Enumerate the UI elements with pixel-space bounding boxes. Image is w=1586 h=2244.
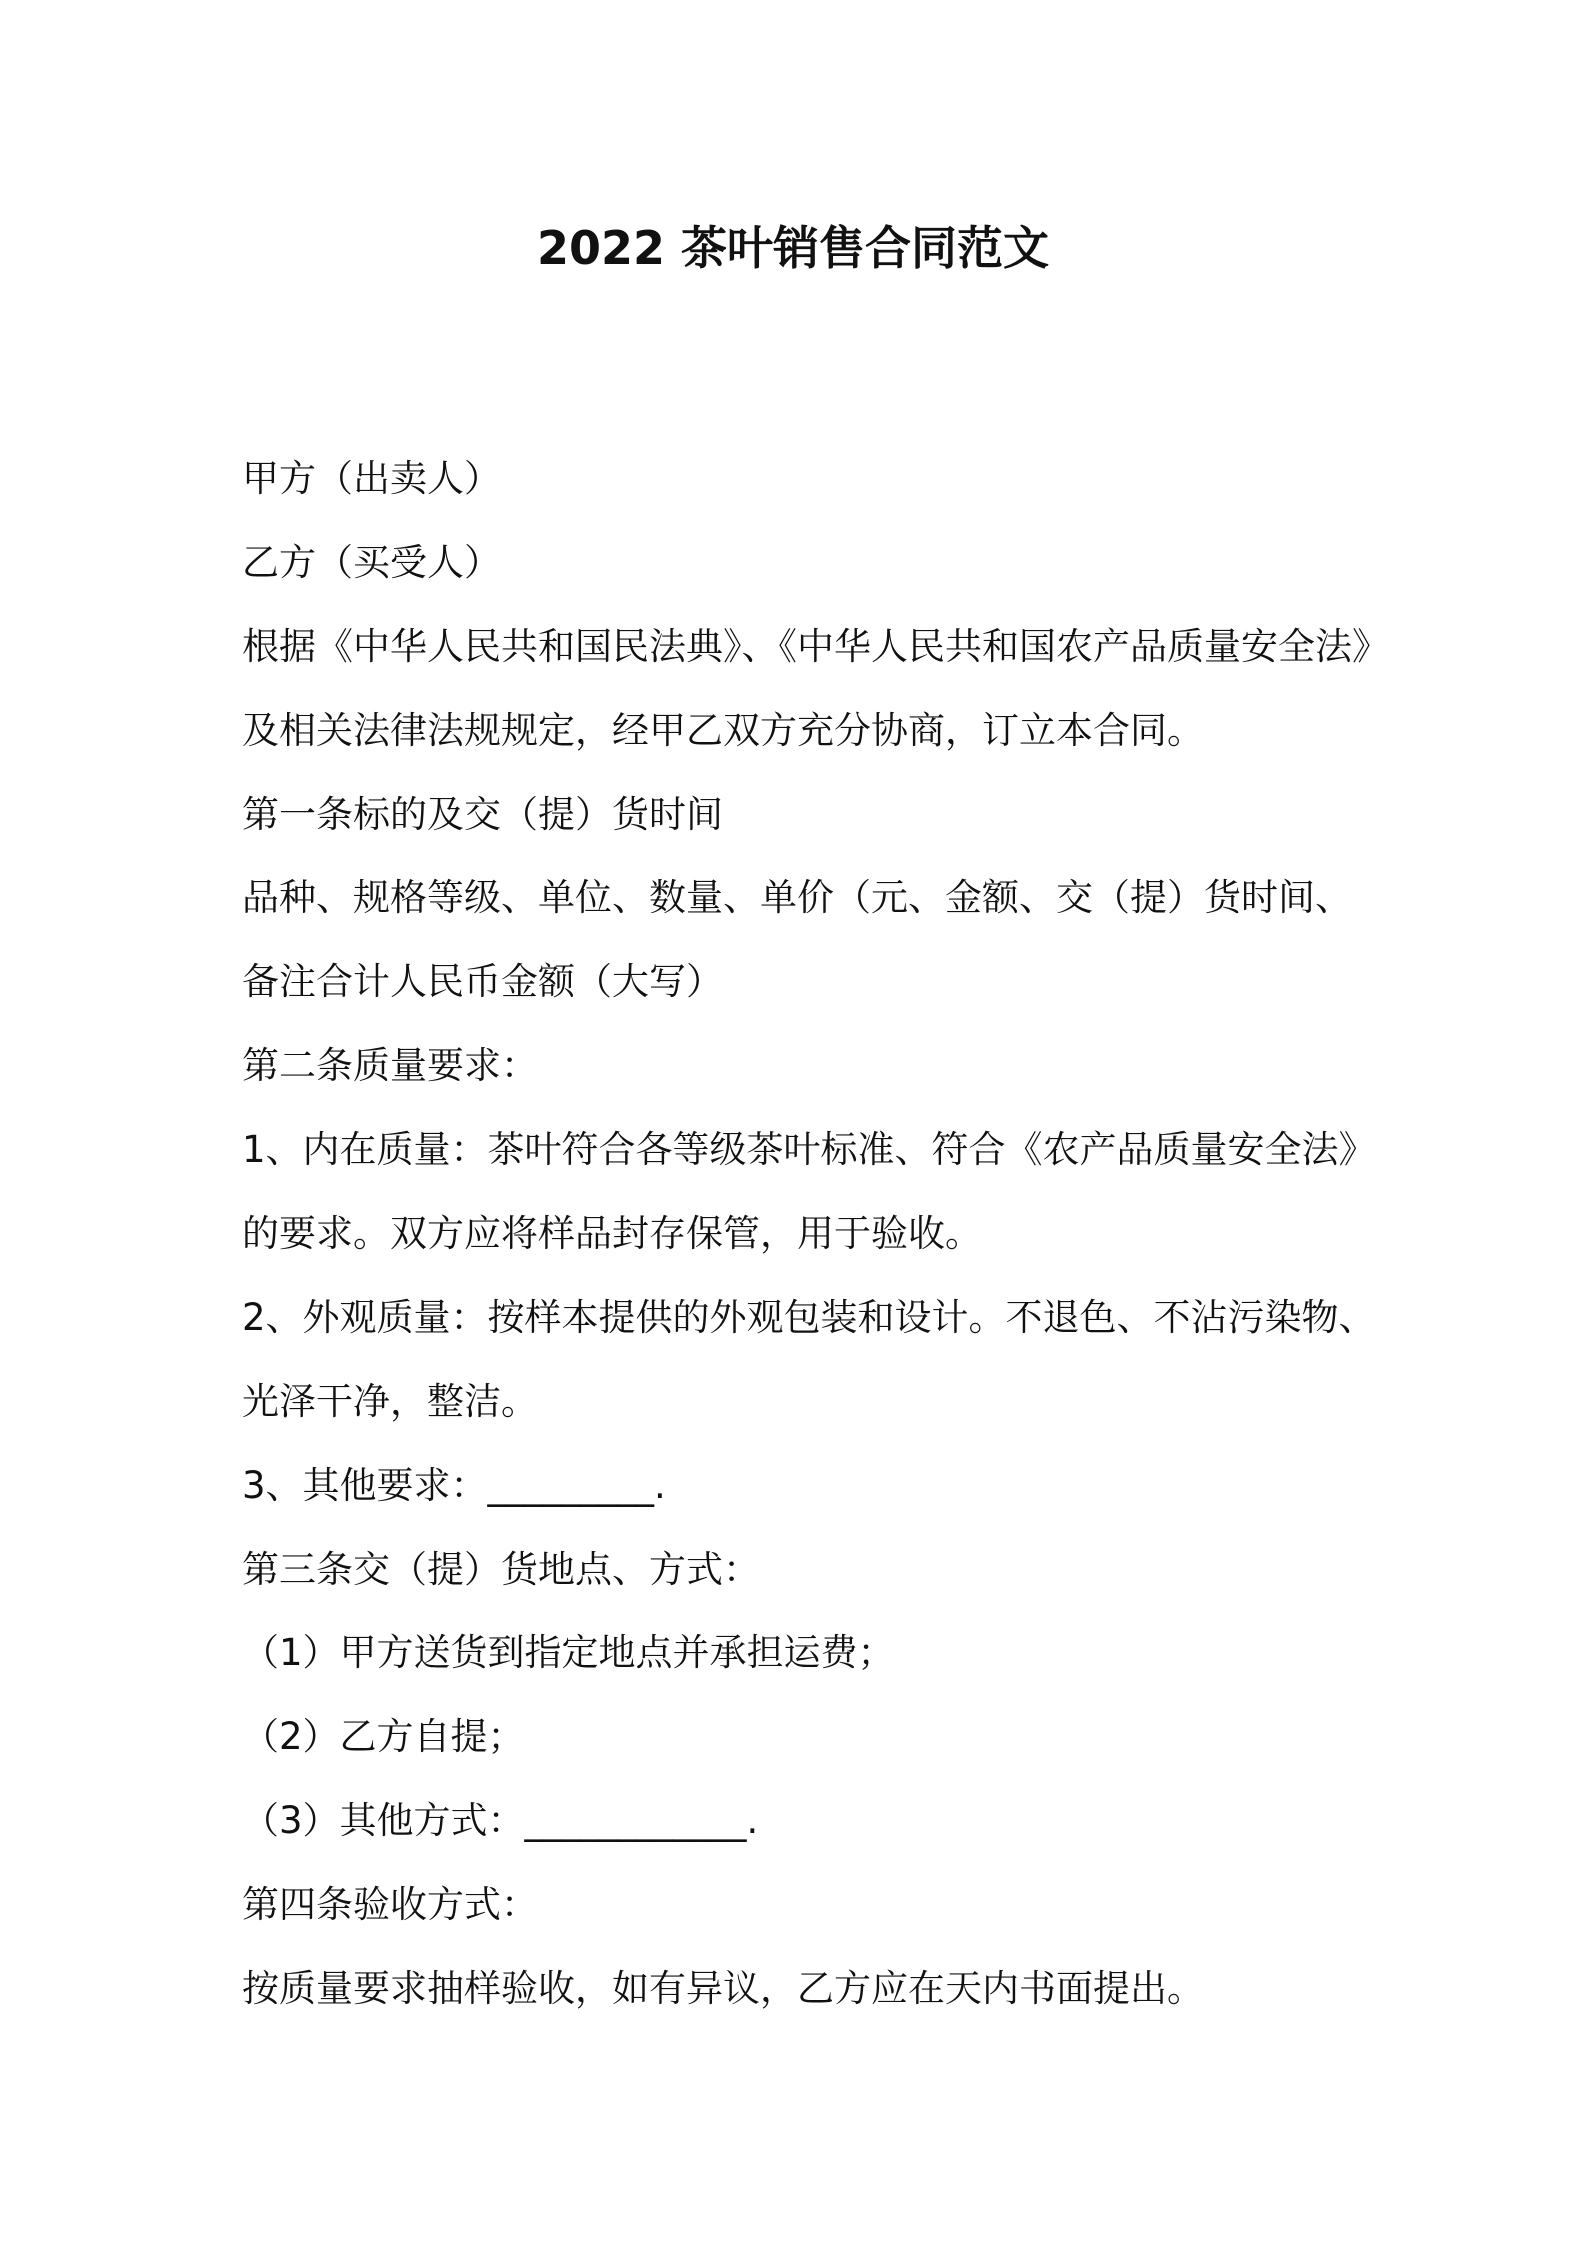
article-1-heading: 第一条标的及交（提）货时间 bbox=[242, 792, 723, 836]
article-2-item-3: 3、其他要求：_________. bbox=[242, 1463, 666, 1507]
article-2-item-1-line-2: 的要求。双方应将样品封存保管，用于验收。 bbox=[242, 1212, 982, 1256]
article-3-option-1: （1）甲方送货到指定地点并承担运费； bbox=[242, 1631, 895, 1675]
article-4-line-1: 按质量要求抽样验收，如有异议，乙方应在天内书面提出。 bbox=[242, 1967, 1204, 2011]
document-body bbox=[242, 437, 1402, 2031]
article-3-option-2: （2）乙方自提； bbox=[242, 1715, 525, 1759]
article-2-item-2-line-2: 光泽干净，整洁。 bbox=[242, 1379, 538, 1423]
preamble-line-1: 根据《中华人民共和国民法典》、《中华人民共和国农产品质量安全法》 bbox=[242, 624, 1389, 668]
article-1-line-2: 备注合计人民币金额（大写） bbox=[242, 960, 723, 1004]
article-3-heading: 第三条交（提）货地点、方式： bbox=[242, 1547, 760, 1591]
article-2-heading: 第二条质量要求： bbox=[242, 1044, 538, 1088]
article-2-item-2-line-1: 2、外观质量：按样本提供的外观包装和设计。不退色、不沾污染物、 bbox=[242, 1295, 1376, 1339]
article-4-heading: 第四条验收方式： bbox=[242, 1883, 538, 1927]
party-b-line: 乙方（买受人） bbox=[242, 540, 501, 584]
article-1-line-1: 品种、规格等级、单位、数量、单价（元、金额、交（提）货时间、 bbox=[242, 876, 1352, 920]
document-title: 2022 茶叶销售合同范文 bbox=[536, 221, 1050, 275]
party-a-line: 甲方（出卖人） bbox=[242, 457, 501, 500]
article-3-option-3: （3）其他方式：____________. bbox=[242, 1799, 759, 1843]
article-2-item-1-line-1: 1、内在质量：茶叶符合各等级茶叶标准、符合《农产品质量安全法》 bbox=[242, 1128, 1376, 1172]
preamble-line-2: 及相关法律法规规定，经甲乙双方充分协商，订立本合同。 bbox=[242, 708, 1204, 752]
